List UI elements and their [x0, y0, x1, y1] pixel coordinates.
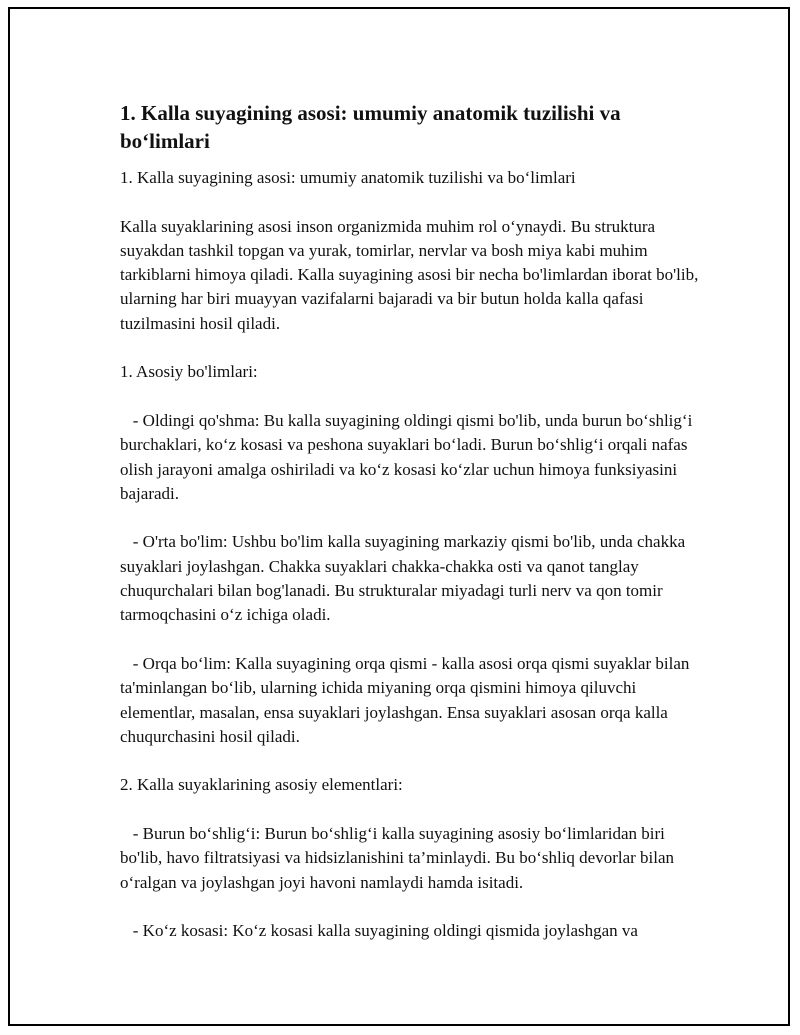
paragraph-intro-title: 1. Kalla suyagining asosi: umumiy anatomik tuzilishi va bo‘limlari [120, 168, 576, 187]
list-item-back-part: - Orqa bo‘lim: Kalla suyagining orqa qismi - kalla asosi orqa qismi suyaklar bilan ta'minlangan bo‘lib, ularning ichida miyaning orqa qismini himoya qiluvchi elementlar, masalan, ensa suyaklari joylashgan. Ensa suyaklari asosan orqa kalla chuqurchasini hosil qiladi. [120, 653, 694, 746]
page-frame [8, 7, 790, 1026]
paragraph-gap [120, 506, 700, 530]
list-item-middle-part: - O'rta bo'lim: Ushbu bo'lim kalla suyagining markaziy qismi bo'lib, unda chakka suyaklari joylashgan. Chakka suyaklari chakka-chakka osti va qanot tanglay chuqurchalari bilan bog'lanadi. Bu strukturalar miyadagi turli nerv va qon tomir tarmoqchasini o‘z ichiga oladi. [120, 532, 690, 625]
paragraph-gap [120, 798, 700, 822]
section-heading-main-parts: 1. Asosiy bo'limlari: [120, 362, 258, 382]
paragraph-overview: Kalla suyaklarining asosi inson organizmida muhim rol o‘ynaydi. Bu struktura suyakdan tashkil topgan va yurak, tomirlar, nervlar va bosh miya kabi muhim tarkiblarni himoya qiladi. Kalla suyagining asosi bir necha bo'limlardan iborat bo'lib, ularning har biri muayyan vazifalarni bajaradi va bir butun holda kalla qafasi tuzilmasini hosil qiladi. [120, 216, 703, 333]
paragraph-gap [120, 385, 700, 409]
document-body [120, 99, 703, 944]
list-item-nasal-cavity: - Burun bo‘shlig‘i: Burun bo‘shlig‘i kalla suyagining asosiy bo‘limlaridan biri bo'lib, havo filtratsiyasi va hidsizlanishini ta’minlaydi. Bu bo‘shliq devorlar bilan o‘ralgan va joylashgan joyi havoni namlaydi hamda isitadi. [120, 824, 679, 892]
paragraph-gap [120, 749, 700, 773]
paragraph-gap [120, 190, 700, 214]
page-title: 1. Kalla suyagining asosi: umumiy anatomik tuzilishi va bo‘limlari [120, 101, 621, 153]
paragraph-gap [120, 336, 700, 360]
list-item-eye-socket: - Ko‘z kosasi: Ko‘z kosasi kalla suyagining oldingi qismida joylashgan va [120, 921, 638, 941]
paragraph-gap [120, 628, 700, 652]
paragraph-gap [120, 895, 700, 919]
section-heading-elements: 2. Kalla suyaklarining asosiy elementlari: [120, 775, 403, 795]
list-item-front-part: - Oldingi qo'shma: Bu kalla suyagining oldingi qismi bo'lib, unda burun bo‘shlig‘i burchaklari, ko‘z kosasi va peshona suyaklari bo‘ladi. Burun bo‘shlig‘i orqali nafas olish jarayoni amalga oshiriladi va ko‘z kosasi ko‘zlar uchun himoya funksiyasini bajaradi. [120, 410, 697, 503]
